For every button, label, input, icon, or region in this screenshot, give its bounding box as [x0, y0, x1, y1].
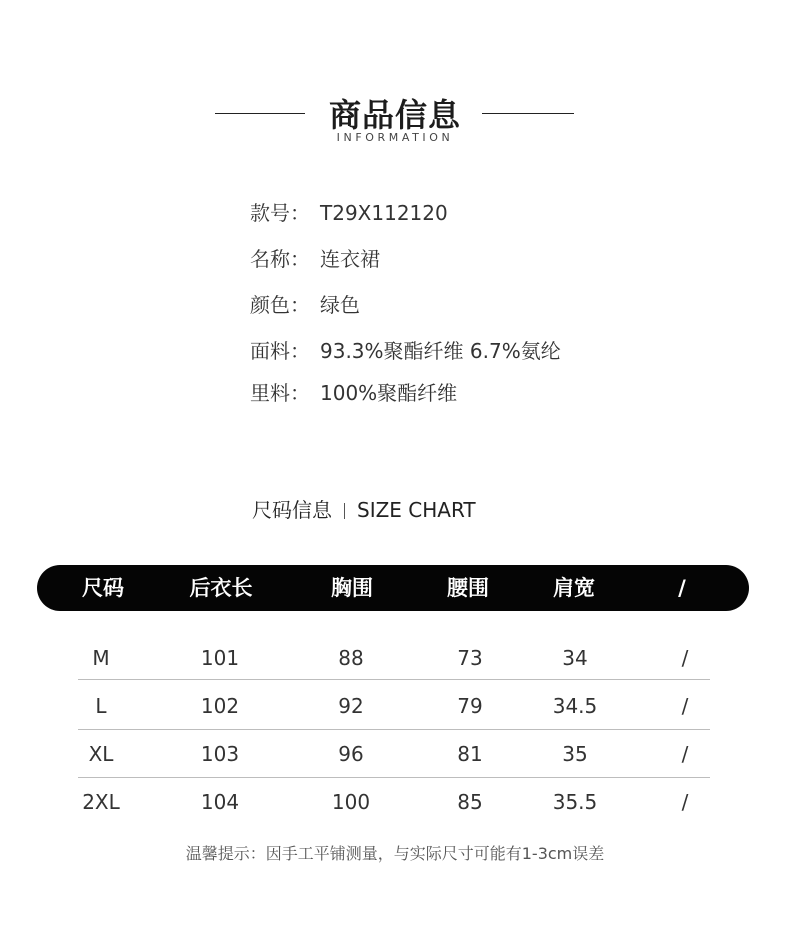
heading-separator	[344, 503, 345, 519]
column-header-bust: 胸围	[331, 576, 373, 600]
measurement-note: 温馨提示：因手工平铺测量，与实际尺寸可能有1-3cm误差	[185, 844, 605, 863]
cell-shoulder: 35	[562, 742, 588, 766]
column-header-shoulder: 肩宽	[553, 576, 595, 600]
cell-extra: /	[681, 646, 689, 670]
cell-size: M	[92, 646, 110, 670]
cell-shoulder: 34	[562, 646, 588, 670]
info-label: 名称：	[250, 247, 310, 271]
size-table-header	[37, 565, 749, 611]
row-divider	[78, 729, 710, 730]
cell-extra: /	[681, 694, 689, 718]
row-divider	[78, 777, 710, 778]
info-row-color	[250, 290, 360, 320]
info-value: 连衣裙	[320, 247, 380, 271]
info-value: T29X112120	[320, 201, 448, 225]
info-row-name	[250, 244, 380, 274]
cell-extra: /	[681, 790, 689, 814]
cell-back-length: 103	[200, 742, 240, 766]
column-header-back-length: 后衣长	[189, 576, 253, 600]
info-row-fabric	[250, 336, 561, 366]
cell-bust: 92	[338, 694, 364, 718]
info-label: 款号：	[250, 201, 310, 225]
section-subtitle: INFORMATION	[336, 131, 454, 144]
cell-size: L	[95, 694, 107, 718]
cell-waist: 79	[457, 694, 483, 718]
column-header-extra: /	[678, 576, 686, 600]
info-label: 里料：	[250, 381, 310, 405]
column-header-waist: 腰围	[447, 576, 489, 600]
column-header-size: 尺码	[82, 576, 124, 600]
cell-waist: 85	[457, 790, 483, 814]
table-row	[0, 739, 790, 769]
size-chart-heading-cn: 尺码信息	[252, 498, 332, 522]
info-row-style-number	[250, 198, 448, 228]
cell-bust: 88	[338, 646, 364, 670]
info-row-lining	[250, 378, 457, 408]
cell-size: 2XL	[82, 790, 120, 814]
cell-back-length: 104	[200, 790, 240, 814]
cell-shoulder: 34.5	[552, 694, 598, 718]
cell-bust: 100	[331, 790, 371, 814]
cell-extra: /	[681, 742, 689, 766]
info-value: 绿色	[320, 293, 360, 317]
table-row	[0, 691, 790, 721]
size-chart-heading	[252, 495, 476, 525]
info-label: 面料：	[250, 339, 310, 363]
size-chart-heading-en: SIZE CHART	[357, 498, 476, 522]
cell-size: XL	[88, 742, 114, 766]
section-title: 商品信息	[328, 96, 461, 134]
info-label: 颜色：	[250, 293, 310, 317]
table-row	[0, 787, 790, 817]
info-value: 100%聚酯纤维	[320, 381, 458, 405]
info-value: 93.3%聚酯纤维 6.7%氨纶	[320, 339, 561, 363]
cell-bust: 96	[338, 742, 364, 766]
cell-back-length: 102	[200, 694, 240, 718]
table-row	[0, 643, 790, 673]
cell-back-length: 101	[200, 646, 240, 670]
cell-shoulder: 35.5	[552, 790, 598, 814]
cell-waist: 73	[457, 646, 483, 670]
row-divider	[78, 679, 710, 680]
cell-waist: 81	[457, 742, 483, 766]
